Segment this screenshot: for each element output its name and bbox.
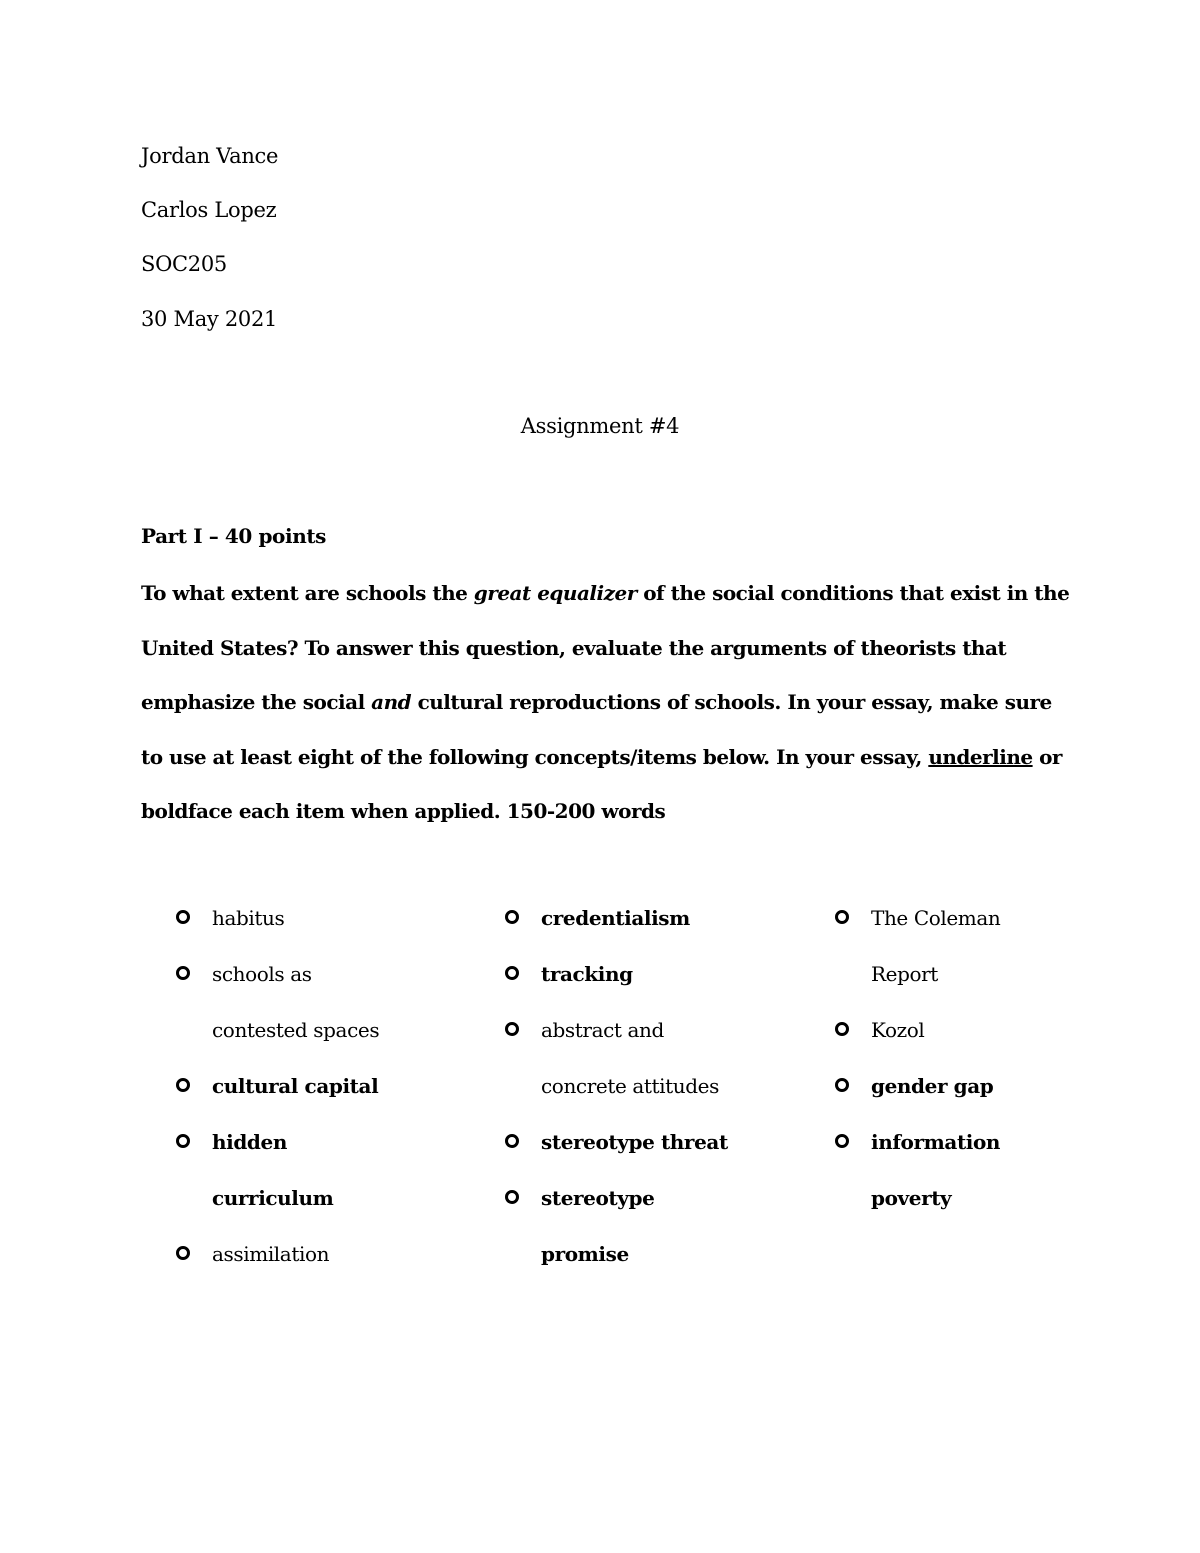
circle-bullet-icon bbox=[835, 1022, 849, 1036]
prompt-text-4: or boldface each item when applied. 150-200 words bbox=[141, 744, 1062, 823]
prompt-text-1: To what extent are schools the bbox=[141, 581, 474, 605]
concept-label: hidden curriculum bbox=[212, 1130, 334, 1210]
concept-item bbox=[505, 946, 745, 1002]
concept-label: tracking bbox=[541, 962, 633, 986]
circle-bullet-icon bbox=[505, 1022, 519, 1036]
concept-label: stereotype threat bbox=[541, 1130, 728, 1154]
concept-item bbox=[176, 1114, 396, 1226]
essay-prompt bbox=[141, 566, 1076, 839]
circle-bullet-icon bbox=[176, 966, 190, 980]
concept-item bbox=[505, 1170, 745, 1282]
concept-item bbox=[176, 1226, 396, 1282]
concept-item bbox=[835, 1058, 1035, 1114]
assignment-title: Assignment #4 bbox=[520, 414, 680, 438]
circle-bullet-icon bbox=[176, 1078, 190, 1092]
instructor-name: Carlos Lopez bbox=[141, 198, 277, 222]
prompt-emphasis-and: and bbox=[371, 690, 412, 714]
course-code: SOC205 bbox=[141, 252, 227, 276]
concept-label: Kozol bbox=[871, 1018, 925, 1042]
concept-item bbox=[505, 890, 745, 946]
concept-label: gender gap bbox=[871, 1074, 994, 1098]
circle-bullet-icon bbox=[835, 1078, 849, 1092]
prompt-emphasis-great-equalizer: great equalizer bbox=[473, 581, 637, 605]
circle-bullet-icon bbox=[835, 1134, 849, 1148]
circle-bullet-icon bbox=[835, 910, 849, 924]
concept-item bbox=[835, 1114, 1035, 1226]
concept-label: cultural capital bbox=[212, 1074, 379, 1098]
date: 30 May 2021 bbox=[141, 307, 278, 331]
part-heading: Part I – 40 points bbox=[141, 524, 327, 548]
circle-bullet-icon bbox=[505, 966, 519, 980]
circle-bullet-icon bbox=[505, 1190, 519, 1204]
concept-label: assimilation bbox=[212, 1242, 330, 1266]
concept-item bbox=[835, 890, 1035, 1002]
concept-item bbox=[176, 946, 396, 1058]
concept-label: stereotype promise bbox=[541, 1186, 655, 1266]
prompt-text-2: of the social conditions that exist in the United States? To answer this question, evaluate the arguments of theorists that emphasize the social bbox=[141, 581, 1070, 714]
circle-bullet-icon bbox=[176, 1134, 190, 1148]
concept-column-1 bbox=[176, 890, 396, 1282]
circle-bullet-icon bbox=[176, 910, 190, 924]
prompt-text-3: cultural reproductions of schools. In your essay, make sure to use at least eight of the following concepts/items below. In your essay, bbox=[141, 690, 1052, 769]
concept-label: The Coleman Report bbox=[871, 906, 1001, 986]
concept-label: abstract and concrete attitudes bbox=[541, 1018, 719, 1098]
student-name: Jordan Vance bbox=[141, 144, 279, 168]
concept-item bbox=[176, 1058, 396, 1114]
concept-item bbox=[176, 890, 396, 946]
concept-column-2 bbox=[505, 890, 745, 1282]
concept-item bbox=[505, 1114, 745, 1170]
concept-item bbox=[835, 1002, 1035, 1058]
concept-item bbox=[505, 1002, 745, 1114]
concept-label: habitus bbox=[212, 906, 285, 930]
circle-bullet-icon bbox=[505, 910, 519, 924]
concept-label: information poverty bbox=[871, 1130, 1001, 1210]
circle-bullet-icon bbox=[505, 1134, 519, 1148]
concept-label: schools as contested spaces bbox=[212, 962, 380, 1042]
circle-bullet-icon bbox=[176, 1246, 190, 1260]
concept-label: credentialism bbox=[541, 906, 690, 930]
prompt-underline: underline bbox=[928, 744, 1033, 769]
concept-column-3 bbox=[835, 890, 1035, 1226]
